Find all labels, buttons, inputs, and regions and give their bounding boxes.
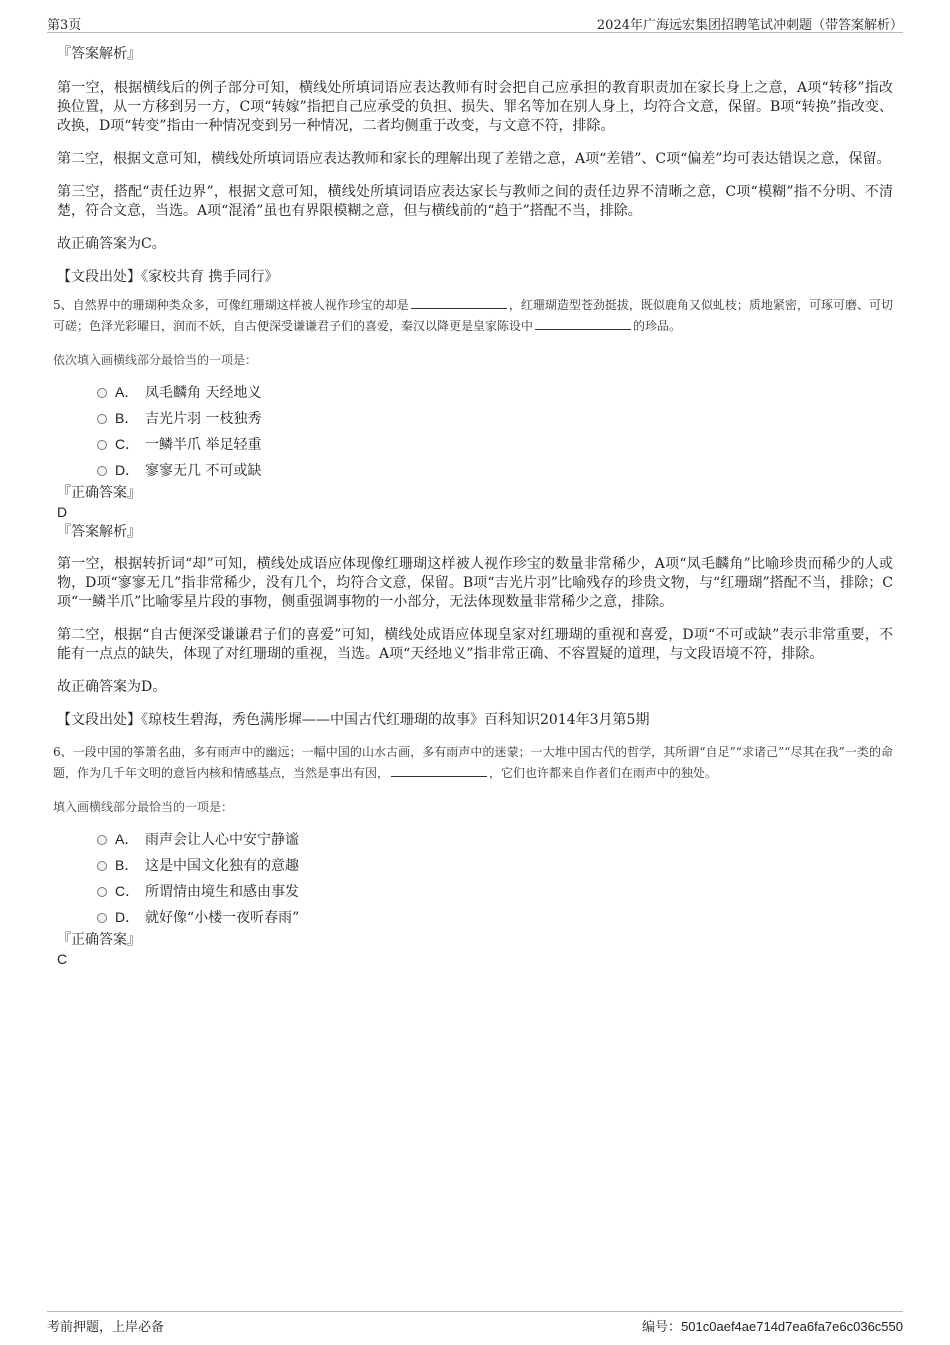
analysis-label: 『答案解析』 <box>57 524 141 540</box>
analysis-paragraph-1: 第一空，根据横线后的例子部分可知，横线处所填词语应表达教师有时会把自己应承担的教育职责加在家长身上之意，A项“转移”指改换位置，从一方移到另一方，C项“转嫁”指把自己应承受的负担、损失、罪名等加在别人身上，均符合文意，保留。B项“转换”指改变、改换，D项“转变”指由一种情况变到另一种情况，二者均侧重于改变，与文意不符，排除。 <box>57 80 893 134</box>
answer-blank <box>391 764 487 777</box>
analysis-label: 『答案解析』 <box>57 46 141 62</box>
question-5-options <box>57 379 893 483</box>
document-code: 编号：501c0aef4ae714d7ea6fa7e6c036c550 <box>642 1319 903 1335</box>
correct-answer-label: 『正确答案』 <box>57 485 141 501</box>
question-6-options <box>57 826 893 930</box>
option-b[interactable]: B． 吉光片羽 一枝独秀 <box>57 405 893 431</box>
option-d[interactable]: D． 寥寥无几 不可或缺 <box>57 457 893 483</box>
analysis-paragraph-1: 第一空，根据转折词“却”可知，横线处成语应体现像红珊瑚这样被人视作珍宝的数量非常稀少，A项“凤毛麟角”比喻珍贵而稀少的人或物，D项“寥寥无几”指非常稀少，没有几个，均符合文意，保留。B项“吉光片羽”比喻残存的珍贵文物，与“红珊瑚”搭配不当，排除；C项“一鳞半爪”比喻零星片段的事物，侧重强调事物的一小部分，无法体现数量非常稀少之意，排除。 <box>57 556 893 610</box>
question-5-text: 5、自然界中的珊瑚种类众多，可像红珊瑚这样被人视作珍宝的却是 ，红珊瑚造型苍劲挺拔，既似鹿角又似虬枝；质地紧密，可琢可磨、可切可磋；色泽光彩曜日，润而不妖，自古便深受谦谦君子们的喜爱，秦汉以降更是皇家陈设中 的珍品。 <box>53 298 893 333</box>
correct-answer-label: 『正确答案』 <box>57 932 141 948</box>
source-citation: 【文段出处】《家校共育 携手同行》 <box>57 269 279 285</box>
option-b[interactable]: B． 这是中国文化独有的意趣 <box>57 852 893 878</box>
footer-slogan: 考前押题，上岸必备 <box>47 1320 165 1335</box>
analysis-paragraph-2: 第二空，根据“自古便深受谦谦君子们的喜爱”可知，横线处成语应体现皇家对红珊瑚的重视和喜爱，D项“不可或缺”表示非常重要，不能有一点点的缺失，体现了对红珊瑚的重视，当选。A项“天经地义”指非常正确、不容置疑的道理，与文段语境不符，排除。 <box>57 627 893 662</box>
page-header <box>47 14 903 33</box>
question-5-instruction: 依次填入画横线部分最恰当的一项是： <box>53 353 258 367</box>
question-6-instruction: 填入画横线部分最恰当的一项是： <box>53 800 234 814</box>
radio-icon[interactable] <box>97 388 107 398</box>
option-a[interactable]: A． 雨声会让人心中安宁静谧 <box>57 826 893 852</box>
page-number: 第3页 <box>47 18 82 33</box>
correct-answer-value: C <box>57 951 68 967</box>
source-citation: 【文段出处】《琼枝生碧海，秀色满彤墀——中国古代红珊瑚的故事》百科知识2014年3月第5期 <box>57 712 650 728</box>
radio-icon[interactable] <box>97 835 107 845</box>
question-6-text: 6、一段中国的筝箫名曲，多有雨声中的幽远；一幅中国的山水古画，多有雨声中的迷蒙；一大堆中国古代的哲学，其所谓“自足”“求诸己”“尽其在我”一类的命题，作为几千年文明的意旨内核和情感基点，当然是事出有因， ，它们也许都来自作者们在雨声中的独处。 <box>53 745 893 780</box>
option-d[interactable]: D． 就好像“小楼一夜听春雨” <box>57 904 893 930</box>
document-body <box>53 44 893 969</box>
radio-icon[interactable] <box>97 887 107 897</box>
answer-blank <box>535 317 631 330</box>
radio-icon[interactable] <box>97 440 107 450</box>
option-c[interactable]: C． 一鳞半爪 举足轻重 <box>57 431 893 457</box>
option-a[interactable]: A． 凤毛麟角 天经地义 <box>57 379 893 405</box>
correct-answer-value: D <box>57 504 68 520</box>
analysis-paragraph-3: 第三空，搭配“责任边界”，根据文意可知，横线处所填词语应表达家长与教师之间的责任边界不清晰之意，C项“模糊”指不分明、不清楚，符合文意，当选。A项“混淆”虽也有界限模糊之意，但与横线前的“趋于”搭配不当，排除。 <box>57 184 893 219</box>
radio-icon[interactable] <box>97 466 107 476</box>
radio-icon[interactable] <box>97 414 107 424</box>
radio-icon[interactable] <box>97 913 107 923</box>
document-title: 2024年广海远宏集团招聘笔试冲刺题（带答案解析） <box>596 18 903 33</box>
analysis-conclusion: 故正确答案为D。 <box>57 679 167 695</box>
page-footer <box>47 1311 903 1335</box>
radio-icon[interactable] <box>97 861 107 871</box>
analysis-conclusion: 故正确答案为C。 <box>57 236 166 252</box>
option-c[interactable]: C． 所谓情由境生和感由事发 <box>57 878 893 904</box>
answer-blank <box>411 296 507 309</box>
analysis-paragraph-2: 第二空，根据文意可知，横线处所填词语应表达教师和家长的理解出现了差错之意，A项“差错”、C项“偏差”均可表达错误之意，保留。 <box>57 151 891 167</box>
